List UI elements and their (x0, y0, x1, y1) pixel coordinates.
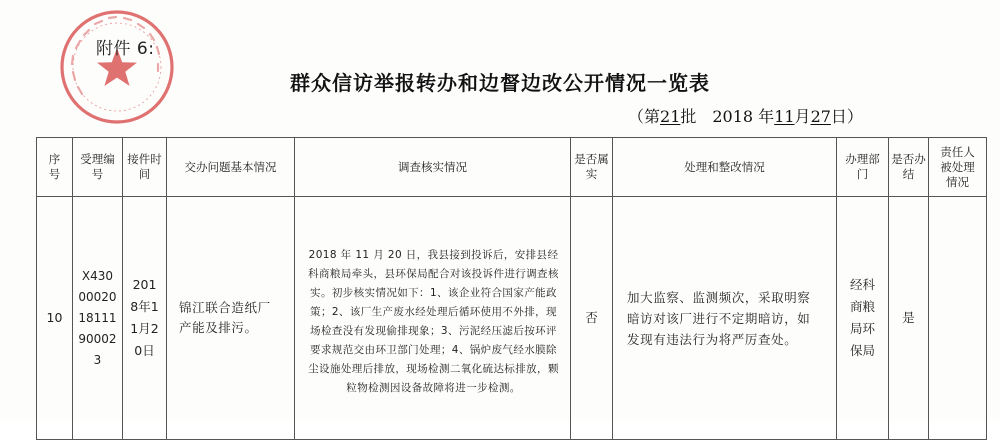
batch-month-suffix: 月 (794, 107, 811, 126)
cell-closed: 是 (889, 197, 929, 440)
header-handling: 处理和整改情况 (613, 138, 837, 197)
cell-verified: 否 (571, 197, 613, 440)
header-issue: 交办问题基本情况 (167, 138, 295, 197)
cell-date: 2018年11月20日 (123, 197, 167, 440)
header-dept: 办理部门 (837, 138, 889, 197)
header-closed: 是否办结 (889, 138, 929, 197)
header-code: 受理编号 (73, 138, 123, 197)
header-verified: 是否属实 (571, 138, 613, 197)
attachment-label: 附件 6: (96, 39, 155, 59)
table-header-row (37, 138, 987, 197)
batch-day: 27 (810, 107, 831, 126)
header-investigation: 调查核实情况 (295, 138, 571, 197)
header-accountability: 责任人被处理情况 (929, 138, 987, 197)
petition-table (36, 137, 987, 440)
cell-issue: 锦江联合造纸厂产能及排污。 (167, 197, 295, 440)
header-date: 接件时间 (123, 138, 167, 197)
batch-info (628, 104, 863, 127)
cell-accountability (929, 197, 987, 440)
cell-handling: 加大监察、监测频次，采取明察暗访对该厂进行不定期暗访，如发现有违法行为将严厉查处。 (613, 197, 837, 440)
batch-month: 11 (774, 107, 795, 126)
batch-close: 日） (830, 107, 863, 126)
cell-investigation: 2018 年 11 月 20 日，我县接到投诉后，安排县经科商粮局牵头，县环保局配合对该投诉件进行调查核实。初步核实情况如下：1、该企业符合国家产能政策；2、该厂生产废水经处理后循环使用不外排，现场检查没有发现偷排现象；3、污泥经压滤后按环评要求规范交由环卫部门处理；4、锅炉废气经水膜除尘设施处理后排放，现场检测二氧化硫达标排放，颗粒物检测因设备故障将进一步检测。 (295, 197, 571, 440)
document-title: 群众信访举报转办和边督边改公开情况一览表 (290, 71, 710, 95)
cell-dept: 经科商粮局环保局 (837, 197, 889, 440)
batch-open: （第 (628, 107, 661, 126)
header-seq: 序号 (37, 138, 73, 197)
batch-mid: 批 2018 年 (680, 107, 775, 126)
cell-code: X4300002018111900023 (73, 197, 123, 440)
table-row (37, 197, 987, 440)
batch-number: 21 (660, 107, 681, 126)
cell-seq: 10 (37, 197, 73, 440)
